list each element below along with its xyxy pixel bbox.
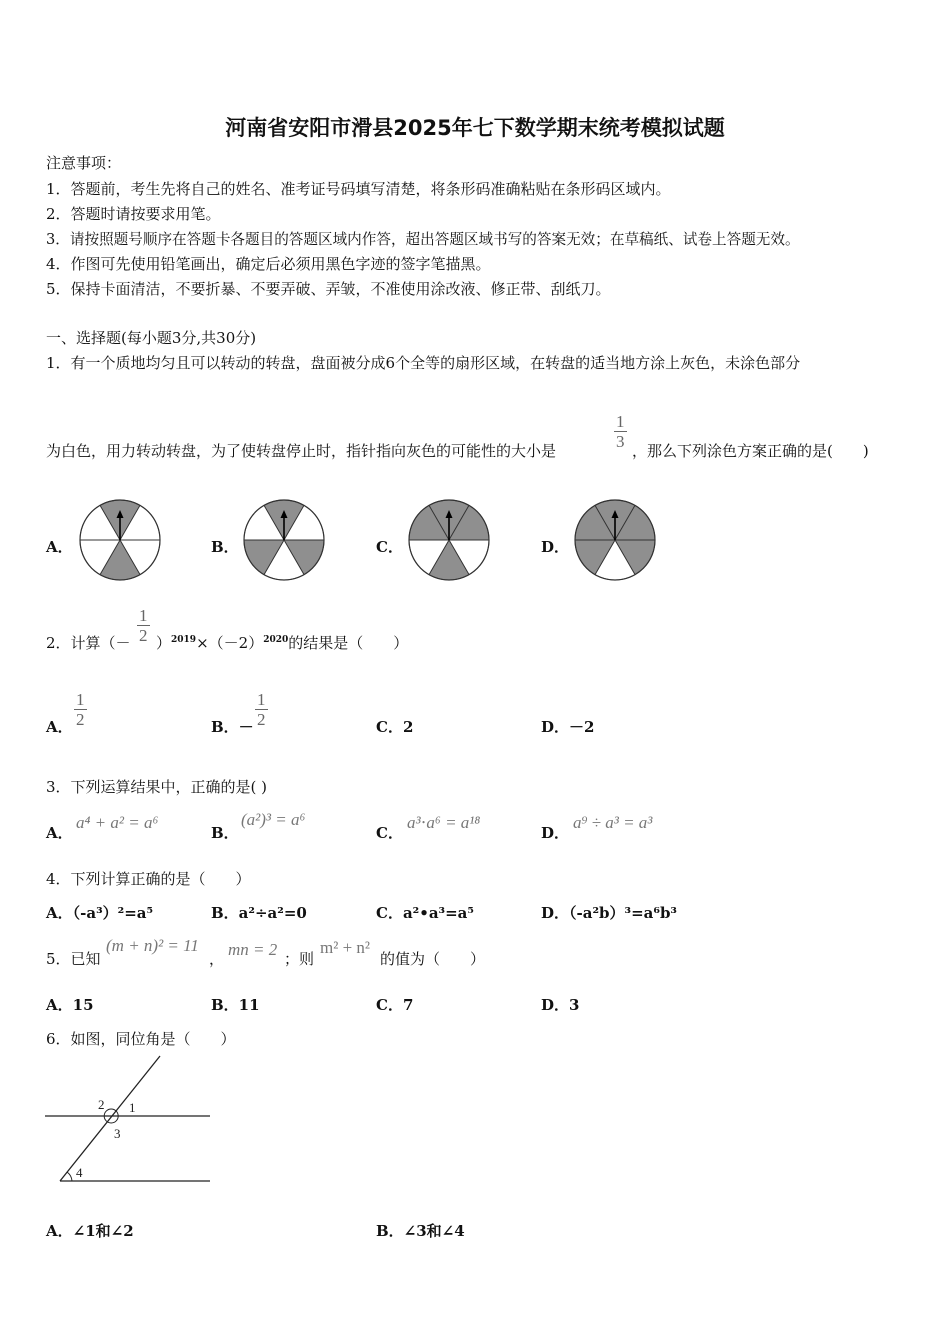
q2-option-d[interactable]: D．－2 bbox=[541, 718, 595, 736]
frac-den: 2 bbox=[139, 626, 148, 645]
notice-item: 1．答题前，考生先将自己的姓名、准考证号码填写清楚，将条形码准确粘贴在条形码区域内。 bbox=[46, 180, 671, 198]
q5-suffix: 的值为（ ） bbox=[380, 950, 486, 968]
q5-then: ；则 bbox=[284, 950, 315, 968]
q3-stem: 3．下列运算结果中，正确的是( ) bbox=[46, 778, 268, 796]
q1-stem-text: 为白色，用力转动转盘，为了使转盘停止时，指针指向灰色的可能性的大小是 bbox=[46, 442, 557, 460]
q2-prefix: 2．计算（－ bbox=[46, 634, 131, 652]
q6-stem: 6．如图，同位角是（ ） bbox=[46, 1030, 236, 1048]
q1-stem-line1: 1．有一个质地均匀且可以转动的转盘，盘面被分成6个全等的扇形区域，在转盘的适当地方涂上灰色，未涂色部分 bbox=[46, 354, 801, 372]
notice-heading: 注意事项： bbox=[46, 154, 122, 172]
q5-comma: ， bbox=[209, 950, 225, 968]
notice-item: 2．答题时请按要求用笔。 bbox=[46, 205, 221, 223]
angle-label-1: 1 bbox=[129, 1100, 136, 1115]
q2-suffix: 的结果是（ ） bbox=[288, 634, 409, 652]
q5-prefix: 5．已知 bbox=[46, 950, 101, 968]
angle-label-3: 3 bbox=[114, 1126, 121, 1141]
q3-option-b-label[interactable]: B． bbox=[211, 824, 239, 842]
frac-den: 3 bbox=[616, 432, 625, 451]
transversal-line bbox=[60, 1056, 160, 1181]
section-heading: 一、选择题(每小题3分,共30分) bbox=[46, 329, 257, 347]
q3-option-a-expr: a⁴ + a² = a⁶ bbox=[76, 813, 159, 832]
frac-num: 1 bbox=[257, 690, 266, 709]
q5-option-d[interactable]: D．3 bbox=[541, 996, 580, 1014]
q5-expr2: mn = 2 bbox=[228, 940, 278, 959]
angle-label-2: 2 bbox=[98, 1097, 105, 1112]
q1-stem-end: ，那么下列涂色方案正确的是( ) bbox=[632, 442, 869, 460]
notice-item: 4．作图可先使用铅笔画出，确定后必须用黑色字迹的签字笔描黑。 bbox=[46, 255, 491, 273]
angles-figure bbox=[40, 1052, 215, 1186]
q3-option-d-expr: a⁹ ÷ a³ = a³ bbox=[573, 813, 653, 832]
q4-option-a[interactable]: A．（-a³）²=a⁵ bbox=[46, 904, 154, 922]
q5-expr1: (m + n)² = 11 bbox=[106, 936, 199, 955]
q3-option-d-label[interactable]: D． bbox=[541, 824, 570, 842]
spinner-d-image bbox=[571, 496, 659, 584]
q2-close: ） bbox=[156, 634, 172, 652]
q2-fraction bbox=[137, 606, 150, 645]
q1-option-b[interactable]: B． bbox=[211, 538, 239, 556]
spinner-b-image bbox=[240, 496, 328, 584]
frac-num: 1 bbox=[616, 412, 625, 431]
q3-option-b-expr: (a²)³ = a⁶ bbox=[241, 810, 306, 829]
spinner-c-image bbox=[405, 496, 493, 584]
frac-num: 1 bbox=[139, 606, 148, 625]
q4-stem: 4．下列计算正确的是（ ） bbox=[46, 870, 251, 888]
q4-option-d[interactable]: D．（-a²b）³=a⁶b³ bbox=[541, 904, 677, 922]
q2-option-a-fraction bbox=[74, 690, 87, 729]
q1-fraction bbox=[614, 412, 627, 451]
q2-stem-rest bbox=[156, 632, 408, 653]
q5-option-c[interactable]: C．7 bbox=[376, 996, 414, 1014]
frac-num: 1 bbox=[76, 690, 85, 709]
q5-expr3: m² + n² bbox=[320, 938, 371, 957]
q4-option-c[interactable]: C．a²•a³=a⁵ bbox=[376, 904, 474, 922]
q1-stem-line2 bbox=[46, 440, 556, 461]
spinner-a-image bbox=[76, 496, 164, 584]
q2-option-b-fraction bbox=[255, 690, 268, 729]
q2-option-c[interactable]: C．2 bbox=[376, 718, 414, 736]
q3-option-c-label[interactable]: C． bbox=[376, 824, 403, 842]
q2-option-b-label[interactable]: B．－ bbox=[211, 718, 254, 736]
q6-option-a[interactable]: A．∠1和∠2 bbox=[46, 1222, 134, 1240]
angle-label-4: 4 bbox=[76, 1165, 83, 1180]
frac-den: 2 bbox=[76, 710, 85, 729]
q5-option-b[interactable]: B．11 bbox=[211, 996, 260, 1014]
q5-option-a[interactable]: A．15 bbox=[46, 996, 94, 1014]
q2-stem bbox=[46, 632, 131, 653]
q4-option-b[interactable]: B．a²÷a²=0 bbox=[211, 904, 307, 922]
q3-option-a-label[interactable]: A． bbox=[46, 824, 73, 842]
q1-option-a[interactable]: A． bbox=[46, 538, 73, 556]
q3-option-c-expr: a³⋅a⁶ = a¹⁸ bbox=[407, 813, 481, 832]
q2-exp2: 2020 bbox=[263, 635, 289, 645]
q2-exp1: 2019 bbox=[171, 635, 197, 645]
angle-4-arc bbox=[67, 1172, 72, 1181]
notice-item: 5．保持卡面清洁，不要折暴、不要弄破、弄皱，不准使用涂改液、修正带、刮纸刀。 bbox=[46, 280, 611, 298]
notice-item: 3．请按照题号顺序在答题卡各题目的答题区域内作答，超出答题区域书写的答案无效；在草稿纸、试卷上答题无效。 bbox=[46, 231, 800, 248]
q2-times: ×（－2） bbox=[196, 634, 264, 652]
q1-option-c[interactable]: C． bbox=[376, 538, 403, 556]
page-title: 河南省安阳市滑县2025年七下数学期末统考模拟试题 bbox=[225, 116, 725, 140]
q6-option-b[interactable]: B．∠3和∠4 bbox=[376, 1222, 465, 1240]
frac-den: 2 bbox=[257, 710, 266, 729]
q2-option-a-label[interactable]: A． bbox=[46, 718, 73, 736]
q1-option-d[interactable]: D． bbox=[541, 538, 570, 556]
